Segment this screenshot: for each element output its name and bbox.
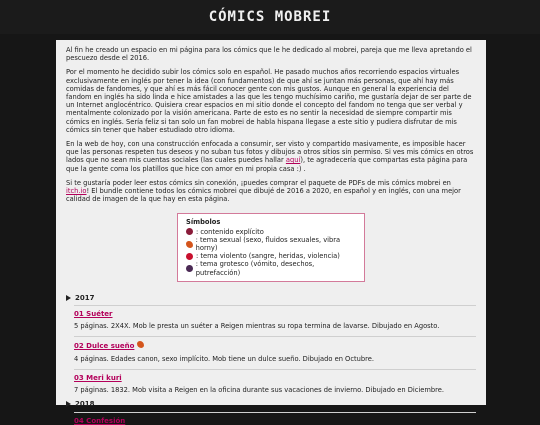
symbols-legend — [177, 213, 365, 281]
intro-paragraph-4-text: Si te gustaría poder leer estos cómics sin conexión, ¡puedes comprar el paquete de PDFs de mis cómics mobrei en — [66, 178, 451, 187]
legend-row — [186, 260, 356, 276]
main-content — [56, 40, 486, 425]
intro-paragraph-3 — [66, 140, 476, 173]
legend-label: : tema violento (sangre, heridas, violencia) — [196, 252, 340, 261]
comic-entry — [74, 412, 476, 425]
triangle-expand-icon — [66, 295, 71, 301]
comic-description: 4 páginas. Edades canon, sexo implícito. Mob tiene un dulce sueño. Dibujado en Octubre. — [74, 354, 374, 363]
intro-paragraph-4-text-end: ! El bundle contiene todos los cómics mobrei que dibujé de 2016 a 2020, en español y en inglés, con una mejor calidad de imagen de la que hay en esta página. — [66, 187, 461, 204]
divider — [74, 369, 476, 370]
site-header — [0, 0, 540, 34]
legend-label: : contenido explícito — [196, 227, 264, 236]
legend-label: : tema sexual (sexo, fluidos sexuales, vibra horny) — [195, 235, 341, 253]
legend-title: Símbolos — [186, 218, 221, 227]
intro-paragraph-3-text: En la web de hoy, con una construcción enfocada a consumir, ser visto y compartido masivamente, es imposible hacer que las personas respeten tus deseos y no suban tus fotos y dibujos a otros sitios sin permiso. Si ves mis cómics en otros lados que no sean mis cuentas sociales (las cuales puedes hallar — [66, 140, 474, 165]
comics-list — [66, 294, 476, 425]
comic-entry — [74, 336, 476, 362]
divider — [74, 336, 476, 337]
year-toggle-2018[interactable] — [66, 400, 476, 408]
comic-entry — [74, 305, 476, 330]
chili-pepper-icon — [186, 241, 193, 248]
comic-entry — [74, 369, 476, 394]
site-title: CÓMICS MOBREI — [208, 9, 332, 25]
intro-paragraph-3-text-end: ), te agradecería que compartas esta página para que la gente coma los platillos que hice con amor en mi propia casa :) . — [66, 156, 468, 173]
itchio-link[interactable]: itch.io — [66, 187, 87, 196]
intro-paragraph-4 — [66, 179, 476, 204]
triangle-expand-icon — [66, 401, 71, 407]
knife-icon — [186, 253, 193, 260]
intro-text — [66, 46, 476, 203]
skull-icon — [186, 265, 193, 272]
comic-title-link[interactable]: 01 Suéter — [74, 310, 113, 319]
legend-row — [186, 252, 356, 260]
intro-paragraph-2: Por el momento he decidido subir los cómics solo en español. He pasado muchos años recorriendo espacios virtuales exclusivamente en inglés por tener la idea (con fundamentos) de que ahí se juntan más personas, que ahí hay más comidas de fandomes, y que ahí es más fácil conocer gente con mis gustos. Aunque en general la experiencia del fandom en inglés ha sido linda e hice amistades a las que les tengo muchísimo cariño, me gustaría dejar de ser parte de un Internet anglocéntrico. Quisiera crear espacios en mi sitio donde el concepto del fandom no tenga que ser verbal y mentalmente colonizado por la visión americana. Parte de esto es no sentir la necesidad de siempre compartir mis cómics en inglés. Sería feliz si tan solo un fan mobrei de habla hispana llegase a este sitio y pudiera disfrutar de mis cómics sin tener que haber estudiado otro idioma. — [66, 68, 472, 134]
legend-wrapper — [66, 213, 476, 281]
comic-description: 7 páginas. 1832. Mob visita a Reigen en la oficina durante sus vacaciones de invierno. Dibujado en Diciembre. — [74, 386, 444, 395]
intro-paragraph-1: Al fin he creado un espacio en mi página para los cómics que le he dedicado al mobrei, pareja que me lleva apretando el pescuezo desde el 2016. — [66, 46, 472, 63]
year-toggle-2017[interactable] — [66, 294, 476, 302]
comic-description: 5 páginas. 2X4X. Mob le presta un suéter a Reigen mientras su ropa termina de lavarse. Dibujado en Agosto. — [74, 322, 440, 331]
year-label: 2017 — [75, 293, 95, 302]
comic-title-link[interactable]: 02 Dulce sueño — [74, 342, 135, 351]
legend-label: : tema grotesco (vómito, desechos, putrefacción) — [195, 260, 315, 277]
legend-row — [186, 236, 356, 252]
explicit-icon — [186, 228, 193, 235]
chili-pepper-icon — [137, 341, 144, 348]
social-links-link[interactable]: aquí — [285, 156, 301, 165]
comic-title-link[interactable]: 03 Meri kuri — [74, 373, 122, 382]
year-label: 2018 — [75, 400, 95, 409]
comic-title-link[interactable]: 04 Confesión — [74, 416, 126, 425]
divider — [74, 412, 476, 413]
legend-row — [186, 228, 356, 236]
divider — [74, 305, 476, 306]
